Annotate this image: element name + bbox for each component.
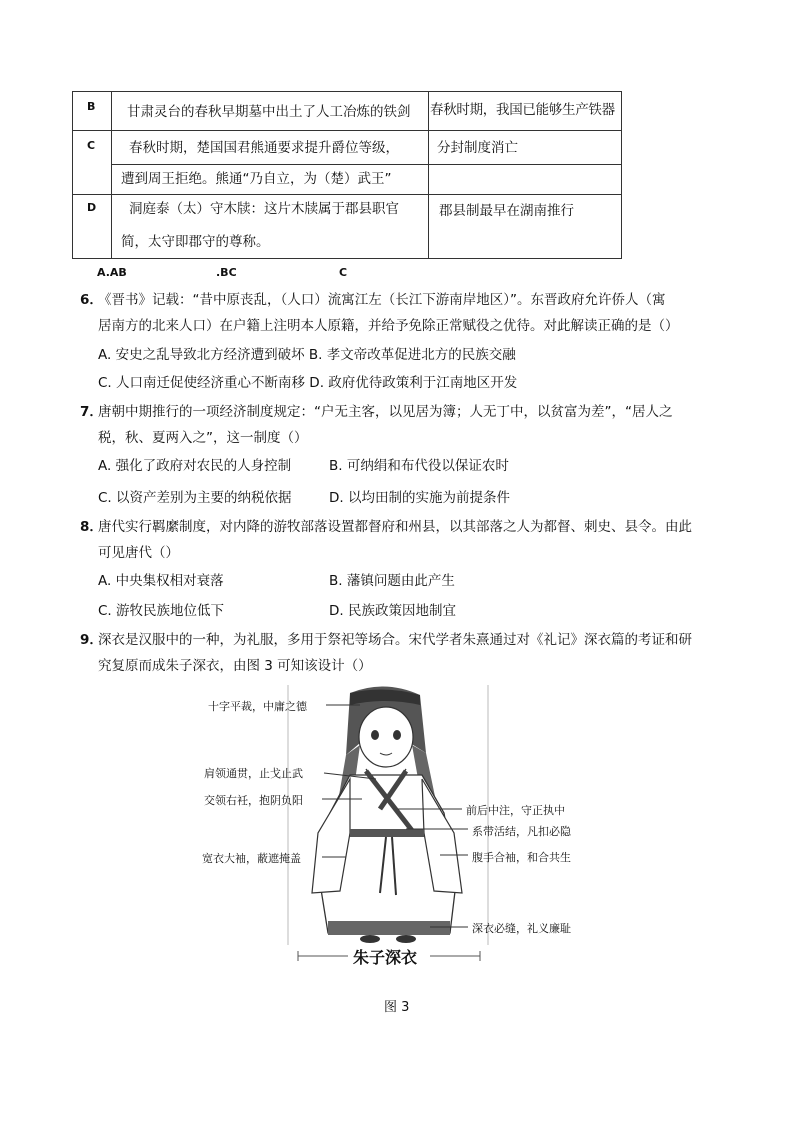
question-text: 究复原而成朱子深衣，由图 3 可知该设计（） [98, 658, 372, 674]
option-a: A. 强化了政府对农民的人身控制 [98, 458, 292, 474]
figure-label: 腹手合袖，和合共生 [472, 851, 571, 864]
table-cell: 洞庭泰（太）守木牍：这片木牍属于郡县职官 [129, 201, 399, 217]
question-text: 深衣是汉服中的一种，为礼服，多用于祭祀等场合。宋代学者朱熹通过对《礼记》深衣篇的考证和研 [98, 632, 692, 648]
figure-caption: 图 3 [384, 1000, 410, 1015]
option-c: C. 游牧民族地位低下 [98, 603, 225, 619]
table-cell: 春秋时期，楚国国君熊通要求提升爵位等级， [129, 140, 399, 156]
row-label: C [87, 139, 96, 152]
question-number: 9． [80, 632, 103, 648]
figure-label: 深衣必缝，礼义廉耻 [472, 922, 571, 935]
question-text: 居南方的北来人口）在户籍上注明本人原籍，并给予免除正常赋役之优待。对此解读正确的是（） [98, 318, 679, 334]
option-b: B. 藩镇问题由此产生 [329, 573, 455, 589]
table-cell: 简，太守即郡守的尊称。 [121, 234, 270, 250]
table-rule [111, 164, 621, 165]
figure-title: 朱子深衣 [353, 948, 418, 967]
question-text: 《晋书》记载：“昔中原丧乱，（人口）流寓江左（长江下游南岸地区）”。东晋政府允许侨人（寓 [98, 292, 666, 308]
shenyi-figure [200, 683, 620, 973]
table-rule [73, 194, 621, 195]
q5-option-c: C [339, 266, 348, 279]
row-label: B [87, 100, 96, 113]
figure-label: 十字平裁，中庸之德 [208, 700, 307, 713]
option-text: C. 人口南迁促使经济重心不断南移 D. 政府优待政策利于江南地区开发 [98, 375, 518, 391]
option-d: D. 以均田制的实施为前提条件 [329, 490, 510, 506]
row-label: D [87, 201, 97, 214]
answer-table [72, 91, 622, 259]
table-divider [428, 92, 429, 258]
question-text: 税，秋、夏两入之”，这一制度（） [98, 430, 308, 446]
q5-option-b: .BC [216, 266, 237, 279]
table-cell: 春秋时期，我国已能够生产铁器 [430, 102, 615, 118]
question-text: 唐代实行羁縻制度，对内降的游牧部落设置都督府和州县，以其部落之人为都督、刺史、县令。由此 [98, 519, 692, 535]
option-b: B. 可纳绢和布代役以保证农时 [329, 458, 509, 474]
table-cell: 遭到周王拒绝。熊通“乃自立，为（楚）武王” [121, 171, 392, 187]
figure-label: 前后中注，守正执中 [466, 804, 565, 817]
figure-label: 宽衣大袖，蔽遮掩盖 [202, 852, 301, 865]
question-text: 可见唐代（） [98, 545, 179, 561]
table-cell: 甘肃灵台的春秋早期墓中出土了人工冶炼的铁剑 [127, 104, 411, 120]
question-number: 8． [80, 519, 103, 535]
table-cell: 郡县制最早在湖南推行 [439, 203, 574, 219]
figure-label: 肩领通贯，止戈止武 [204, 767, 303, 780]
question-text: 唐朝中期推行的一项经济制度规定：“户无主客，以见居为簿；人无丁中，以贫富为差”，“居人之 [98, 404, 673, 420]
question-number: 6． [80, 292, 103, 308]
table-rule [73, 130, 621, 131]
option-d: D. 民族政策因地制宜 [329, 603, 456, 619]
option-a: A. 中央集权相对衰落 [98, 573, 224, 589]
q5-option-a: A.AB [97, 266, 127, 279]
figure-label: 系带活结，凡扣必隐 [472, 825, 571, 838]
table-divider [111, 92, 112, 258]
option-text: A. 安史之乱导致北方经济遭到破坏 B. 孝文帝改革促进北方的民族交融 [98, 347, 516, 363]
table-cell: 分封制度消亡 [437, 140, 518, 156]
option-c: C. 以资产差别为主要的纳税依据 [98, 490, 292, 506]
question-number: 7． [80, 404, 103, 420]
figure-label: 交领右衽，抱阴负阳 [204, 794, 303, 807]
